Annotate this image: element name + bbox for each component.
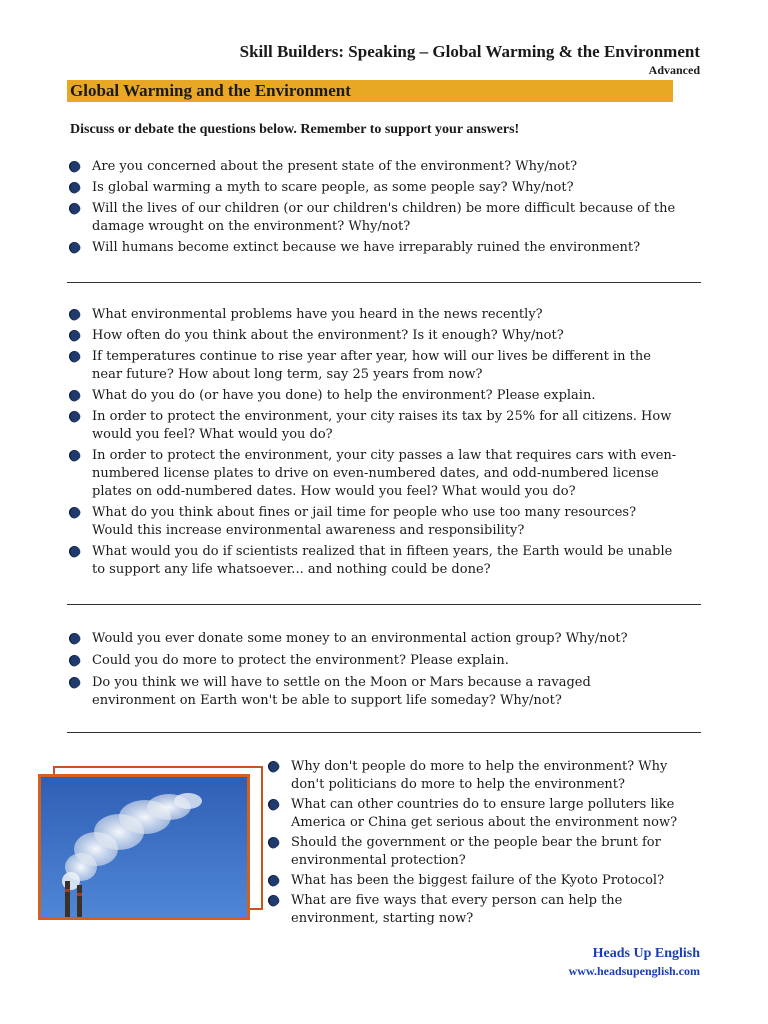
bullet-icon [67,201,82,216]
footer-brand: Heads Up English [592,946,700,961]
question-list-1 [67,158,707,257]
question-item [67,543,707,579]
question-text: What has been the biggest failure of the Kyoto Protocol? [291,873,665,888]
question-item [266,834,706,870]
section-divider [67,282,701,283]
question-text: What can other countries do to ensure large polluters like America or China get serious about the environment now? [291,797,678,830]
title-banner [67,80,673,102]
bullet-icon [67,631,82,646]
bullet-icon [266,893,281,908]
page-header-title: Skill Builders: Speaking – Global Warming & the Environment [239,42,700,61]
question-text: Would you ever donate some money to an environmental action group? Why/not? [92,631,628,646]
question-item [266,796,706,832]
question-item [67,179,707,197]
question-list-2 [67,306,707,579]
level-label: Advanced [648,63,700,77]
bullet-icon [67,159,82,174]
question-text: Are you concerned about the present state of the environment? Why/not? [92,159,578,174]
question-text: Do you think we will have to settle on the Moon or Mars because a ravaged environment on Earth won't be able to support life someday? Why/not? [92,675,591,708]
bullet-icon [266,759,281,774]
banner-title: Global Warming and the Environment [70,81,351,100]
smokestack-photo [38,774,250,920]
question-item [266,758,706,794]
question-item [67,674,707,710]
bullet-icon [67,448,82,463]
question-item [67,158,707,176]
question-item [67,327,707,345]
question-text: Is global warming a myth to scare people, as some people say? Why/not? [92,180,574,195]
question-text: What are five ways that every person can help the environment, starting now? [291,893,623,926]
question-item [67,447,707,501]
question-text: What would you do if scientists realized that in fifteen years, the Earth would be unable to support any life whatsoever... and nothing could be done? [92,544,673,577]
smokestack-image [41,777,247,917]
question-text: Why don't people do more to help the environment? Why don't politicians do more to help the environment? [291,759,668,792]
bullet-icon [67,388,82,403]
question-item [67,387,707,405]
question-item [266,872,706,890]
bullet-icon [266,835,281,850]
question-list-3 [67,630,707,710]
section-divider [67,732,701,733]
question-text: What environmental problems have you heard in the news recently? [92,307,543,322]
question-text: What do you do (or have you done) to help the environment? Please explain. [92,388,596,403]
bullet-icon [67,505,82,520]
question-text: If temperatures continue to rise year after year, how will our lives be different in the near future? How about long term, say 25 years from now? [92,349,651,382]
question-item [67,348,707,384]
question-list-4 [266,758,706,928]
instructions-text: Discuss or debate the questions below. Remember to support your answers! [70,122,520,137]
bullet-icon [67,180,82,195]
bullet-icon [67,307,82,322]
bullet-icon [67,675,82,690]
question-item [67,200,707,236]
question-text: Will the lives of our children (or our children's children) be more difficult because of the damage wrought on the environment? Why/not? [92,201,676,234]
question-text: In order to protect the environment, your city passes a law that requires cars with even- numbered license plates to drive on even-numbered dates, and odd-numbered license plates on odd-numbered dates. How would you feel? What would you do? [92,448,677,499]
bullet-icon [67,240,82,255]
bullet-icon [266,873,281,888]
question-item [67,408,707,444]
question-item [266,892,706,928]
bullet-icon [67,653,82,668]
bullet-icon [67,349,82,364]
question-item [67,504,707,540]
bullet-icon [67,409,82,424]
question-item [67,652,707,670]
question-text: In order to protect the environment, your city raises its tax by 25% for all citizens. How would you feel? What would you do? [92,409,672,442]
question-item [67,239,707,257]
question-item [67,306,707,324]
bullet-icon [67,328,82,343]
question-text: How often do you think about the environment? Is it enough? Why/not? [92,328,564,343]
question-text: What do you think about fines or jail time for people who use too many resources? Would this increase environmental awareness and responsibility? [92,505,637,538]
question-item [67,630,707,648]
footer-url[interactable]: www.headsupenglish.com [568,964,700,978]
bullet-icon [67,544,82,559]
question-text: Will humans become extinct because we have irreparably ruined the environment? [92,240,641,255]
section-divider [67,604,701,605]
question-text: Should the government or the people bear the brunt for environmental protection? [291,835,661,868]
question-text: Could you do more to protect the environment? Please explain. [92,653,509,668]
bullet-icon [266,797,281,812]
